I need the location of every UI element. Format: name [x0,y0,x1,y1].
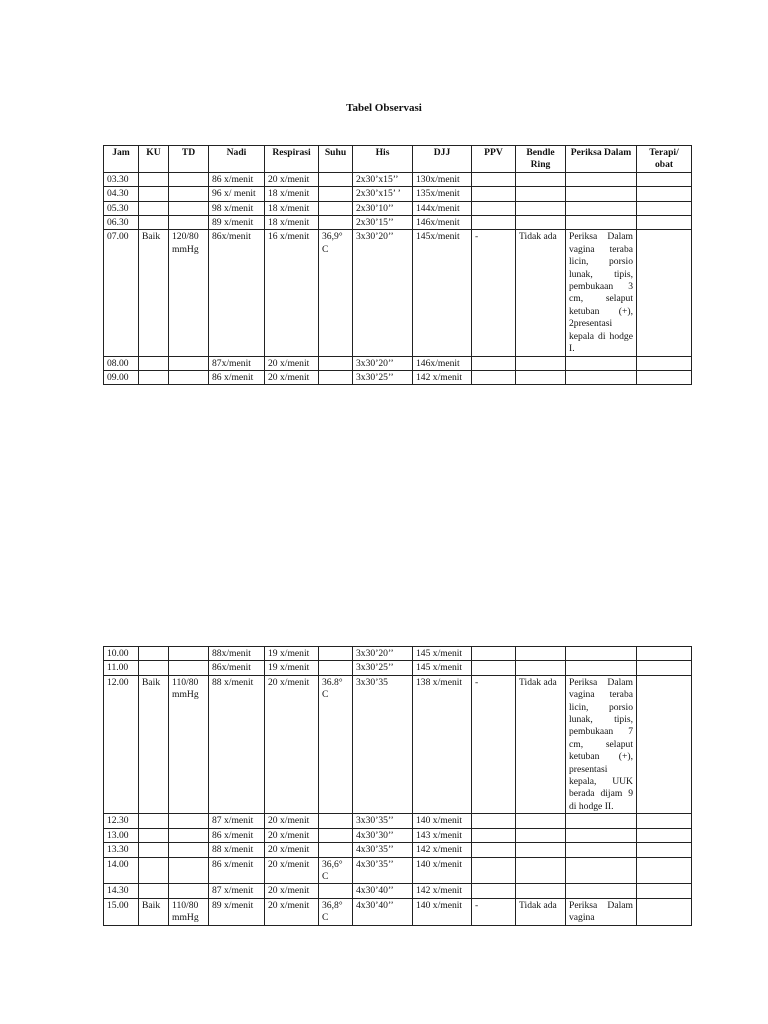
cell-periksa-dalam [566,814,637,828]
cell-periksa-dalam [566,661,637,675]
cell-td: 120/80 mmHg [169,230,209,356]
cell-nadi: 86x/menit [209,661,265,675]
table-header-row [104,146,692,173]
header-td: TD [169,146,209,173]
cell-suhu [319,647,353,661]
cell-suhu: 36,9° C [319,230,353,356]
cell-nadi: 86x/menit [209,230,265,356]
cell-bendle-ring [516,843,566,857]
cell-terapi-obat [637,661,692,675]
cell-ppv [472,884,516,898]
cell-periksa-dalam [566,828,637,842]
cell-terapi-obat [637,843,692,857]
cell-td [169,370,209,384]
cell-bendle-ring [516,661,566,675]
cell-td [169,661,209,675]
cell-ppv [472,370,516,384]
cell-jam: 15.00 [104,898,139,925]
cell-suhu [319,370,353,384]
cell-td [169,356,209,370]
header-his: His [353,146,413,173]
cell-nadi: 98 x/menit [209,201,265,215]
cell-djj: 142 x/menit [413,843,472,857]
cell-respirasi: 20 x/menit [265,884,319,898]
cell-ku: Baik [139,898,169,925]
cell-periksa-dalam [566,187,637,201]
cell-bendle-ring: Tidak ada [516,898,566,925]
cell-td [169,843,209,857]
cell-his: 4x30’35’’ [353,843,413,857]
cell-ku [139,356,169,370]
cell-nadi: 87 x/menit [209,814,265,828]
header-ppv: PPV [472,146,516,173]
table-row [104,661,692,675]
cell-suhu [319,814,353,828]
cell-bendle-ring [516,172,566,186]
header-djj: DJJ [413,146,472,173]
observation-table-page-1 [103,145,692,385]
cell-ppv [472,647,516,661]
cell-ku: Baik [139,230,169,356]
header-jam: Jam [104,146,139,173]
cell-periksa-dalam [566,370,637,384]
header-suhu: Suhu [319,146,353,173]
cell-td [169,172,209,186]
cell-jam: 12.00 [104,675,139,813]
cell-djj: 145x/menit [413,230,472,356]
cell-respirasi: 20 x/menit [265,843,319,857]
cell-bendle-ring [516,356,566,370]
cell-periksa-dalam: Periksa Dalam vagina teraba licin, porsio lunak, tipis, pembukaan 7 cm, selaput ketuban (+), presentasi kepala, UUK berada dijam 9 di hodge II. [566,675,637,813]
cell-bendle-ring [516,828,566,842]
cell-his: 3x30’35 [353,675,413,813]
table-row [104,814,692,828]
cell-nadi: 86 x/menit [209,857,265,884]
cell-respirasi: 18 x/menit [265,201,319,215]
cell-bendle-ring: Tidak ada [516,230,566,356]
cell-respirasi: 16 x/menit [265,230,319,356]
header-nadi: Nadi [209,146,265,173]
cell-nadi: 89 x/menit [209,216,265,230]
cell-terapi-obat [637,187,692,201]
cell-ku [139,647,169,661]
table-row [104,884,692,898]
cell-ppv [472,356,516,370]
cell-djj: 143 x/menit [413,828,472,842]
cell-djj: 138 x/menit [413,675,472,813]
cell-his: 4x30’40’’ [353,898,413,925]
table-row [104,370,692,384]
cell-suhu [319,172,353,186]
header-ku: KU [139,146,169,173]
cell-djj: 142 x/menit [413,884,472,898]
observation-table-page-2 [103,646,692,926]
cell-ppv: - [472,898,516,925]
cell-djj: 145 x/menit [413,647,472,661]
cell-jam: 11.00 [104,661,139,675]
cell-ku [139,187,169,201]
cell-nadi: 89 x/menit [209,898,265,925]
cell-djj: 135x/menit [413,187,472,201]
table-row [104,216,692,230]
cell-ku [139,857,169,884]
cell-respirasi: 20 x/menit [265,356,319,370]
table-row [104,230,692,356]
cell-terapi-obat [637,857,692,884]
cell-ppv [472,857,516,884]
cell-suhu: 36,6° C [319,857,353,884]
cell-bendle-ring [516,857,566,884]
cell-djj: 146x/menit [413,216,472,230]
cell-bendle-ring [516,370,566,384]
cell-periksa-dalam: Periksa Dalam vagina [566,898,637,925]
cell-ku [139,828,169,842]
cell-bendle-ring [516,187,566,201]
cell-ku: Baik [139,675,169,813]
cell-periksa-dalam [566,857,637,884]
cell-respirasi: 20 x/menit [265,857,319,884]
cell-bendle-ring [516,216,566,230]
cell-his: 4x30’35’’ [353,857,413,884]
cell-ku [139,172,169,186]
cell-suhu [319,201,353,215]
cell-respirasi: 20 x/menit [265,172,319,186]
cell-ku [139,370,169,384]
cell-suhu: 36,8° C [319,898,353,925]
cell-his: 2x30’15’’ [353,216,413,230]
cell-jam: 04.30 [104,187,139,201]
cell-suhu [319,843,353,857]
cell-terapi-obat [637,230,692,356]
cell-td [169,187,209,201]
cell-terapi-obat [637,201,692,215]
cell-suhu [319,828,353,842]
table-row [104,898,692,925]
cell-respirasi: 20 x/menit [265,370,319,384]
cell-suhu: 36.8° C [319,675,353,813]
cell-his: 4x30’40’’ [353,884,413,898]
cell-jam: 06.30 [104,216,139,230]
cell-ppv [472,814,516,828]
cell-bendle-ring [516,814,566,828]
cell-his: 4x30’30’’ [353,828,413,842]
cell-periksa-dalam [566,216,637,230]
table-body-page-1 [104,172,692,385]
cell-jam: 14.00 [104,857,139,884]
cell-respirasi: 20 x/menit [265,898,319,925]
cell-ku [139,201,169,215]
header-bendle-ring: Bendle Ring [516,146,566,173]
cell-jam: 08.00 [104,356,139,370]
cell-jam: 13.30 [104,843,139,857]
cell-ppv: - [472,675,516,813]
cell-terapi-obat [637,356,692,370]
table-row [104,675,692,813]
cell-periksa-dalam: Periksa Dalam vagina teraba licin, porsio lunak, tipis, pembukaan 3 cm, selaput ketuban (+), 2presentasi kepala di hodge I. [566,230,637,356]
cell-td [169,884,209,898]
cell-suhu [319,356,353,370]
cell-jam: 13.00 [104,828,139,842]
cell-djj: 142 x/menit [413,370,472,384]
cell-bendle-ring [516,201,566,215]
cell-jam: 14.30 [104,884,139,898]
cell-djj: 130x/menit [413,172,472,186]
cell-td [169,201,209,215]
cell-bendle-ring: Tidak ada [516,675,566,813]
cell-terapi-obat [637,370,692,384]
cell-suhu [319,187,353,201]
cell-nadi: 96 x/ menit [209,187,265,201]
table-row [104,828,692,842]
cell-td [169,216,209,230]
cell-respirasi: 18 x/menit [265,187,319,201]
cell-respirasi: 19 x/menit [265,647,319,661]
cell-ppv [472,187,516,201]
cell-terapi-obat [637,647,692,661]
cell-nadi: 87x/menit [209,356,265,370]
cell-djj: 140 x/menit [413,898,472,925]
cell-ppv [472,661,516,675]
cell-djj: 144x/menit [413,201,472,215]
cell-jam: 07.00 [104,230,139,356]
table-row [104,857,692,884]
cell-nadi: 88 x/menit [209,843,265,857]
cell-jam: 12.30 [104,814,139,828]
cell-suhu [319,216,353,230]
cell-nadi: 86 x/menit [209,370,265,384]
cell-td [169,828,209,842]
table-row [104,172,692,186]
cell-ku [139,216,169,230]
cell-nadi: 88 x/menit [209,675,265,813]
header-periksa-dalam: Periksa Dalam [566,146,637,173]
cell-td [169,814,209,828]
cell-ku [139,843,169,857]
table-row [104,356,692,370]
cell-ppv: - [472,230,516,356]
cell-jam: 03.30 [104,172,139,186]
cell-respirasi: 20 x/menit [265,675,319,813]
cell-respirasi: 18 x/menit [265,216,319,230]
cell-periksa-dalam [566,884,637,898]
cell-respirasi: 20 x/menit [265,814,319,828]
cell-his: 2x30’10’’ [353,201,413,215]
header-terapi-obat: Terapi/ obat [637,146,692,173]
cell-nadi: 87 x/menit [209,884,265,898]
cell-respirasi: 19 x/menit [265,661,319,675]
cell-td [169,857,209,884]
cell-terapi-obat [637,675,692,813]
cell-periksa-dalam [566,172,637,186]
cell-his: 3x30’20’’ [353,356,413,370]
cell-suhu [319,661,353,675]
cell-ku [139,814,169,828]
cell-ku [139,661,169,675]
cell-ppv [472,172,516,186]
cell-his: 3x30’35’’ [353,814,413,828]
cell-terapi-obat [637,828,692,842]
cell-terapi-obat [637,172,692,186]
table-row [104,201,692,215]
cell-respirasi: 20 x/menit [265,828,319,842]
cell-ppv [472,828,516,842]
cell-nadi: 86 x/menit [209,828,265,842]
cell-ppv [472,216,516,230]
cell-nadi: 86 x/menit [209,172,265,186]
cell-bendle-ring [516,884,566,898]
cell-his: 2x30’x15’ ’ [353,187,413,201]
cell-djj: 146x/menit [413,356,472,370]
cell-djj: 140 x/menit [413,814,472,828]
cell-terapi-obat [637,898,692,925]
cell-his: 3x30’20’’ [353,230,413,356]
cell-djj: 140 x/menit [413,857,472,884]
cell-ppv [472,201,516,215]
header-respirasi: Respirasi [265,146,319,173]
cell-bendle-ring [516,647,566,661]
table-row [104,647,692,661]
cell-suhu [319,884,353,898]
cell-periksa-dalam [566,356,637,370]
cell-djj: 145 x/menit [413,661,472,675]
cell-his: 3x30’20’’ [353,647,413,661]
cell-terapi-obat [637,814,692,828]
cell-nadi: 88x/menit [209,647,265,661]
cell-jam: 05.30 [104,201,139,215]
cell-his: 2x30’x15’’ [353,172,413,186]
cell-td [169,647,209,661]
cell-jam: 10.00 [104,647,139,661]
document-title: Tabel Observasi [346,102,422,114]
cell-his: 3x30’25’’ [353,661,413,675]
cell-jam: 09.00 [104,370,139,384]
cell-td: 110/80 mmHg [169,898,209,925]
cell-his: 3x30’25’’ [353,370,413,384]
cell-periksa-dalam [566,647,637,661]
cell-ppv [472,843,516,857]
table-row [104,843,692,857]
cell-terapi-obat [637,884,692,898]
table-body-page-2 [104,647,692,926]
cell-td: 110/80 mmHg [169,675,209,813]
table-row [104,187,692,201]
cell-terapi-obat [637,216,692,230]
cell-periksa-dalam [566,201,637,215]
cell-ku [139,884,169,898]
cell-periksa-dalam [566,843,637,857]
